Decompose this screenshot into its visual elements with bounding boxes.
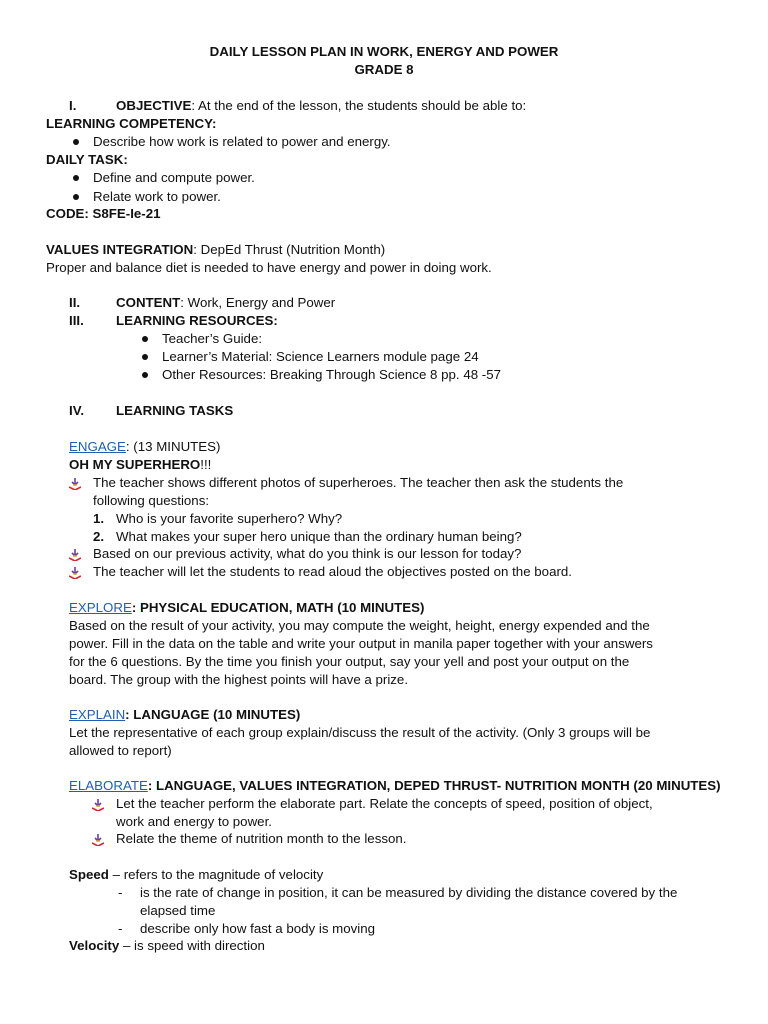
explain-link[interactable]: EXPLAIN bbox=[69, 707, 126, 722]
bullet-icon bbox=[73, 139, 79, 145]
resources-label: LEARNING RESOURCES: bbox=[116, 313, 278, 328]
question-text: Who is your favorite superhero? Why? bbox=[116, 511, 343, 526]
daily-task-label: DAILY TASK: bbox=[46, 152, 128, 167]
elaborate-item: Relate the theme of nutrition month to the lesson. bbox=[116, 831, 407, 846]
question-number: 1. bbox=[93, 511, 105, 526]
bullet-icon bbox=[142, 372, 148, 378]
engage-heading-suffix: !!! bbox=[200, 457, 212, 472]
values-description: Proper and balance diet is needed to have energy and power in doing work. bbox=[46, 260, 492, 275]
engage-link[interactable]: ENGAGE bbox=[69, 439, 126, 454]
code-label: CODE: S8FE-Ie-21 bbox=[46, 206, 161, 221]
engage-item: Based on our previous activity, what do you think is our lesson for today? bbox=[93, 546, 522, 561]
bullet-icon bbox=[73, 194, 79, 200]
explore-paragraph-line: for the 6 questions. By the time you finish your output, say your yell and post your output on the bbox=[69, 654, 630, 669]
arrow-bullet-icon bbox=[69, 567, 81, 579]
tasks-number: IV. bbox=[69, 403, 85, 418]
explore-paragraph-line: board. The group with the highest points will have a prize. bbox=[69, 672, 409, 687]
engage-time: : (13 MINUTES) bbox=[125, 439, 221, 454]
velocity-term: Velocity bbox=[69, 938, 120, 953]
engage-item: The teacher will let the students to read aloud the objectives posted on the board. bbox=[93, 564, 572, 579]
arrow-bullet-icon bbox=[69, 478, 81, 490]
speed-term: Speed bbox=[69, 867, 109, 882]
content-label: CONTENT bbox=[116, 295, 181, 310]
velocity-def: – is speed with direction bbox=[119, 938, 265, 953]
elaborate-heading: : LANGUAGE, VALUES INTEGRATION, DEPED THRUST- NUTRITION MONTH (20 MINUTES) bbox=[147, 778, 721, 793]
engage-heading: OH MY SUPERHERO bbox=[69, 457, 201, 472]
explain-paragraph-line: allowed to report) bbox=[69, 743, 172, 758]
bullet-icon bbox=[142, 336, 148, 342]
velocity-definition bbox=[69, 937, 265, 955]
speed-definition bbox=[69, 866, 323, 884]
explain-paragraph-line: Let the representative of each group explain/discuss the result of the activity. (Only 3 groups will be bbox=[69, 725, 651, 740]
content-number: II. bbox=[69, 295, 81, 310]
speed-detail: describe only how fast a body is moving bbox=[140, 921, 376, 936]
explore-line bbox=[69, 599, 424, 617]
elaborate-item-cont: work and energy to power. bbox=[116, 814, 272, 829]
values-label: VALUES INTEGRATION bbox=[46, 242, 194, 257]
resource-item: Learner’s Material: Science Learners module page 24 bbox=[162, 349, 479, 364]
competency-item: Describe how work is related to power and energy. bbox=[93, 134, 391, 149]
speed-detail: is the rate of change in position, it can be measured by dividing the distance covered by the bbox=[140, 885, 678, 900]
values-text: : DepEd Thrust (Nutrition Month) bbox=[193, 242, 386, 257]
speed-def: – refers to the magnitude of velocity bbox=[108, 867, 324, 882]
dash-marker: - bbox=[118, 921, 123, 936]
engage-line bbox=[69, 438, 220, 456]
values-line bbox=[46, 241, 385, 259]
explore-link[interactable]: EXPLORE bbox=[69, 600, 132, 615]
bullet-icon bbox=[73, 175, 79, 181]
arrow-bullet-icon bbox=[92, 834, 104, 846]
bullet-icon bbox=[142, 354, 148, 360]
explain-heading: : LANGUAGE (10 MINUTES) bbox=[125, 707, 301, 722]
question-number: 2. bbox=[93, 529, 105, 544]
content-line bbox=[116, 294, 335, 312]
engage-heading-line bbox=[69, 456, 211, 474]
resources-number: III. bbox=[69, 313, 84, 328]
resource-item: Teacher’s Guide: bbox=[162, 331, 263, 346]
resource-item: Other Resources: Breaking Through Science 8 pp. 48 -57 bbox=[162, 367, 502, 382]
dash-marker: - bbox=[118, 885, 123, 900]
explore-heading: : PHYSICAL EDUCATION, MATH (10 MINUTES) bbox=[131, 600, 425, 615]
engage-item-cont: following questions: bbox=[93, 493, 210, 508]
speed-detail-cont: elapsed time bbox=[140, 903, 216, 918]
daily-task-item: Relate work to power. bbox=[93, 189, 221, 204]
competency-label: LEARNING COMPETENCY: bbox=[46, 116, 217, 131]
content-text: : Work, Energy and Power bbox=[180, 295, 336, 310]
engage-item: The teacher shows different photos of superheroes. The teacher then ask the students the bbox=[93, 475, 624, 490]
explore-paragraph-line: power. Fill in the data on the table and write your output in manila paper together with your answers bbox=[69, 636, 653, 651]
elaborate-item: Let the teacher perform the elaborate part. Relate the concepts of speed, position of object, bbox=[116, 796, 653, 811]
objective-line bbox=[116, 97, 526, 115]
tasks-label: LEARNING TASKS bbox=[116, 403, 234, 418]
document-subtitle: GRADE 8 bbox=[354, 62, 414, 77]
elaborate-link[interactable]: ELABORATE bbox=[69, 778, 148, 793]
objective-number: I. bbox=[69, 98, 77, 113]
elaborate-line bbox=[69, 777, 721, 795]
arrow-bullet-icon bbox=[92, 799, 104, 811]
explain-line bbox=[69, 706, 300, 724]
question-text: What makes your super hero unique than the ordinary human being? bbox=[116, 529, 522, 544]
arrow-bullet-icon bbox=[69, 549, 81, 561]
explore-paragraph-line: Based on the result of your activity, you may compute the weight, height, energy expended and the bbox=[69, 618, 650, 633]
objective-text: : At the end of the lesson, the students should be able to: bbox=[191, 98, 527, 113]
document-title: DAILY LESSON PLAN IN WORK, ENERGY AND POWER bbox=[209, 44, 559, 59]
objective-label: OBJECTIVE bbox=[116, 98, 192, 113]
daily-task-item: Define and compute power. bbox=[93, 170, 255, 185]
